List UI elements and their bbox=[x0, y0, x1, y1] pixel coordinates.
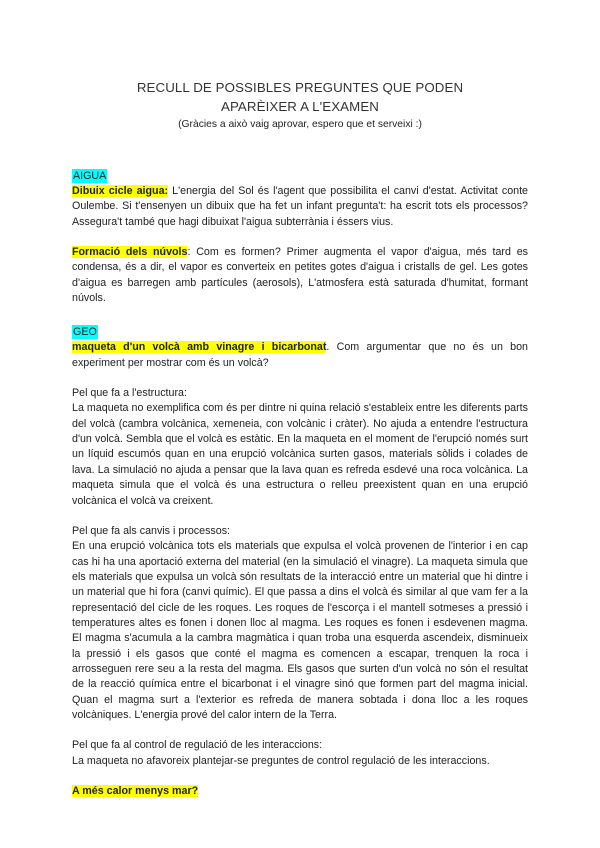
section-tag-geo: GEO bbox=[73, 326, 97, 339]
question-text-cicle-aigua: L'energia del Sol és l'agent que possibilita el canvi d'estat. Activitat conte Oulembe. Si t'ensenyen un dibuix que ha fet un infant pregunta't: ha escrit tots els processos? Assegura't també que hagi dibuixat l'aigua subterrània i éssers vius. bbox=[72, 185, 528, 228]
title-line-2: APARÈIXER A L'EXAMEN bbox=[220, 99, 379, 114]
question-cicle-aigua bbox=[72, 184, 528, 230]
paragraph-canvis-processos: En una erupció volcànica tots els materials que expulsa el volcà provenen de l'interior i en cap cas hi ha una aportació externa del material (en la simulació el vinagre). La maqueta simula que els materials que expulsa un volcà són resultats de la interacció entre un material que hi dintre i un material que hi fora (canvi químic). El que passa a dins el volcà és similar al que vam fer a la representació del cicle de les roques. Les roques de l'escorça i el mantell sotmeses a pressió i temperatures altes es fonen i donen lloc al magma. Les roques es fonen i esdevenen magma. El magma s'acumula a la cambra magmàtica i quan troba una esquerda ascendeix, disminueix la pressió i els gasos que conté el magma es comencen a escapar, trenquen la roca i arrosseguen rere seu a la resta del magma. Els gasos que surten d'un volcà no són el resultat de la reacció química entre el bicarbonat i el vinagre sinó que formen part del magma inicial. Quan el magma surt a l'exterior es refreda de manera sobtada i dona lloc a les roques volcàniques. L'energia prové del calor intern de la Terra. bbox=[72, 540, 528, 721]
question-text-formacio-nuvols: : Com es formen? Primer augmenta el vapor d'aigua, més tard es condensa, és a dir, el vapor es converteix en petites gotes d'aigua i cristalls de gel. Les gotes d'aigua es barregen amb partícules (aerosols), L'atmosfera està saturada d'humitat, formant núvols. bbox=[72, 246, 528, 305]
question-text-maqueta-volca: . Com argumentar que no és un bon experiment per mostrar com és un volcà? bbox=[72, 341, 528, 369]
heading-canvis-processos: Pel que fa als canvis i processos: bbox=[72, 524, 231, 537]
paragraph-control-regulacio: La maqueta no afavoreix plantejar-se preguntes de control regulació de les interaccions. bbox=[72, 754, 490, 767]
section-aigua bbox=[72, 166, 528, 306]
highlight-label-mes-calor: A més calor menys mar? bbox=[72, 785, 199, 797]
question-mes-calor bbox=[72, 784, 528, 799]
document-title bbox=[72, 78, 528, 116]
highlight-label-formacio-nuvols: Formació dels núvols bbox=[72, 246, 188, 259]
highlight-label-cicle-aigua: Dibuix cicle aigua: bbox=[72, 185, 169, 197]
heading-estructura: Pel que fa a l'estructura: bbox=[72, 387, 187, 400]
highlight-label-maqueta-volca: maqueta d'un volcà amb vinagre i bicarbonat bbox=[72, 341, 327, 354]
title-line-1: RECULL DE POSSIBLES PREGUNTES QUE PODEN bbox=[136, 80, 464, 95]
heading-control-regulacio: Pel que fa al control de regulació de les interaccions: bbox=[72, 739, 323, 752]
document-page bbox=[72, 0, 528, 799]
document-subtitle: (Gràcies a això vaig aprovar, espero que et serveixi :) bbox=[178, 119, 422, 130]
question-maqueta-volca bbox=[72, 340, 528, 371]
section-geo bbox=[72, 322, 528, 799]
paragraph-estructura: La maqueta no exemplifica com és per dintre ni quina relació s'estableix entre les diferents parts del volcà (cambra volcànica, xemeneia, con volcànic i cràter). No ajuda a entendre l'estructura d'un volcà. Sembla que el volcà es estàtic. En la maqueta en el moment de l'erupció només surt un líquid escumós quan en una erupció volcànica surten gasos, materials sòlids i colades de lava. La simulació no ajuda a pensar que la lava quan es refreda esdevé una roca volcànica. La maqueta simula que el volcà és una estructura o relleu preexistent quan en una erupció volcànica el volcà va creixent. bbox=[72, 402, 528, 507]
section-tag-aigua: AIGUA bbox=[73, 170, 107, 182]
question-formacio-nuvols bbox=[72, 245, 528, 306]
